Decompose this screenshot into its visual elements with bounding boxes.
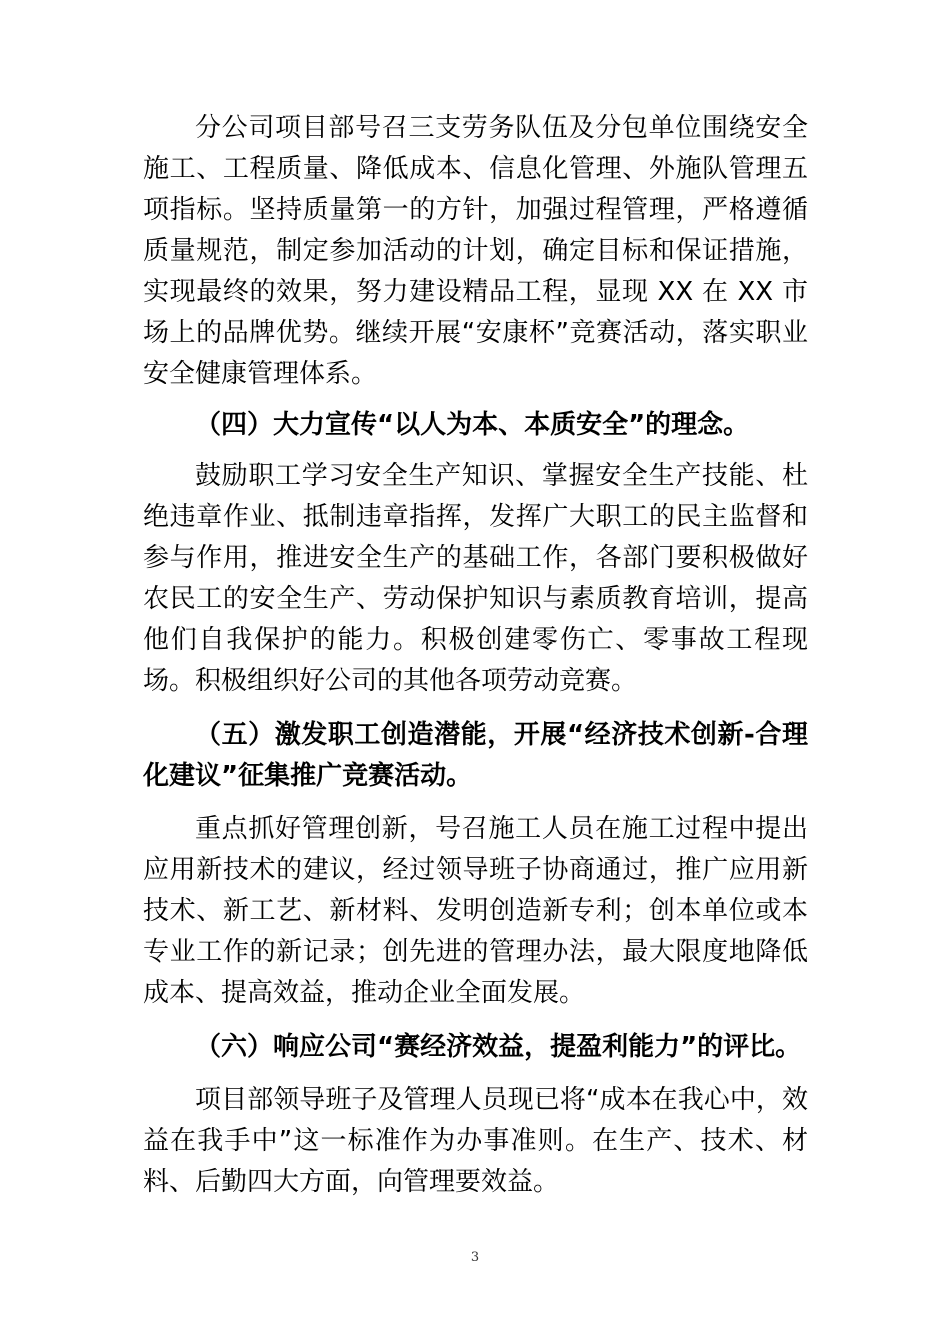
paragraph-cost-benefit: 项目部领导班子及管理人员现已将“成本在我心中，效益在我手中”这一标准作为办事准则。在生产、技术、材料、后勤四大方面，向管理要效益。 (143, 1085, 808, 1197)
page-number: 3 (470, 1250, 480, 1265)
section-heading-four: （四）大力宣传“以人为本、本质安全”的理念。 (195, 410, 750, 440)
section-heading-six: （六）响应公司“赛经济效益，提盈利能力”的评比。 (195, 1032, 802, 1062)
document-body (143, 108, 808, 1203)
paragraph-management-innovation: 重点抓好管理创新，号召施工人员在施工过程中提出应用新技术的建议，经过领导班子协商通过，推广应用新技术、新工艺、新材料、发明创造新专利；创本单位或本专业工作的新记录；创先进的管理办法，最大限度地降低成本、提高效益，推动企业全面发展。 (143, 814, 808, 1008)
section-heading-five: （五）激发职工创造潜能，开展“经济技术创新-合理化建议”征集推广竞赛活动。 (143, 720, 808, 791)
paragraph-safety-education: 鼓励职工学习安全生产知识、掌握安全生产技能、杜绝违章作业、抵制违章指挥，发挥广大职工的民主监督和参与作用，推进安全生产的基础工作，各部门要积极做好农民工的安全生产、劳动保护知识与素质教育培训，提高他们自我保护的能力。积极创建零伤亡、零事故工程现场。积极组织好公司的其他各项劳动竞赛。 (143, 461, 808, 696)
paragraph-project-department: 分公司项目部号召三支劳务队伍及分包单位围绕安全施工、工程质量、降低成本、信息化管理、外施队管理五项指标。坚持质量第一的方针，加强过程管理，严格遵循质量规范，制定参加活动的计划，确定目标和保证措施，实现最终的效果，努力建设精品工程，显现 XX 在 XX 市场上的品牌优势。继续开展“安康杯”竞赛活动，落实职业安全健康管理体系。 (143, 113, 808, 389)
